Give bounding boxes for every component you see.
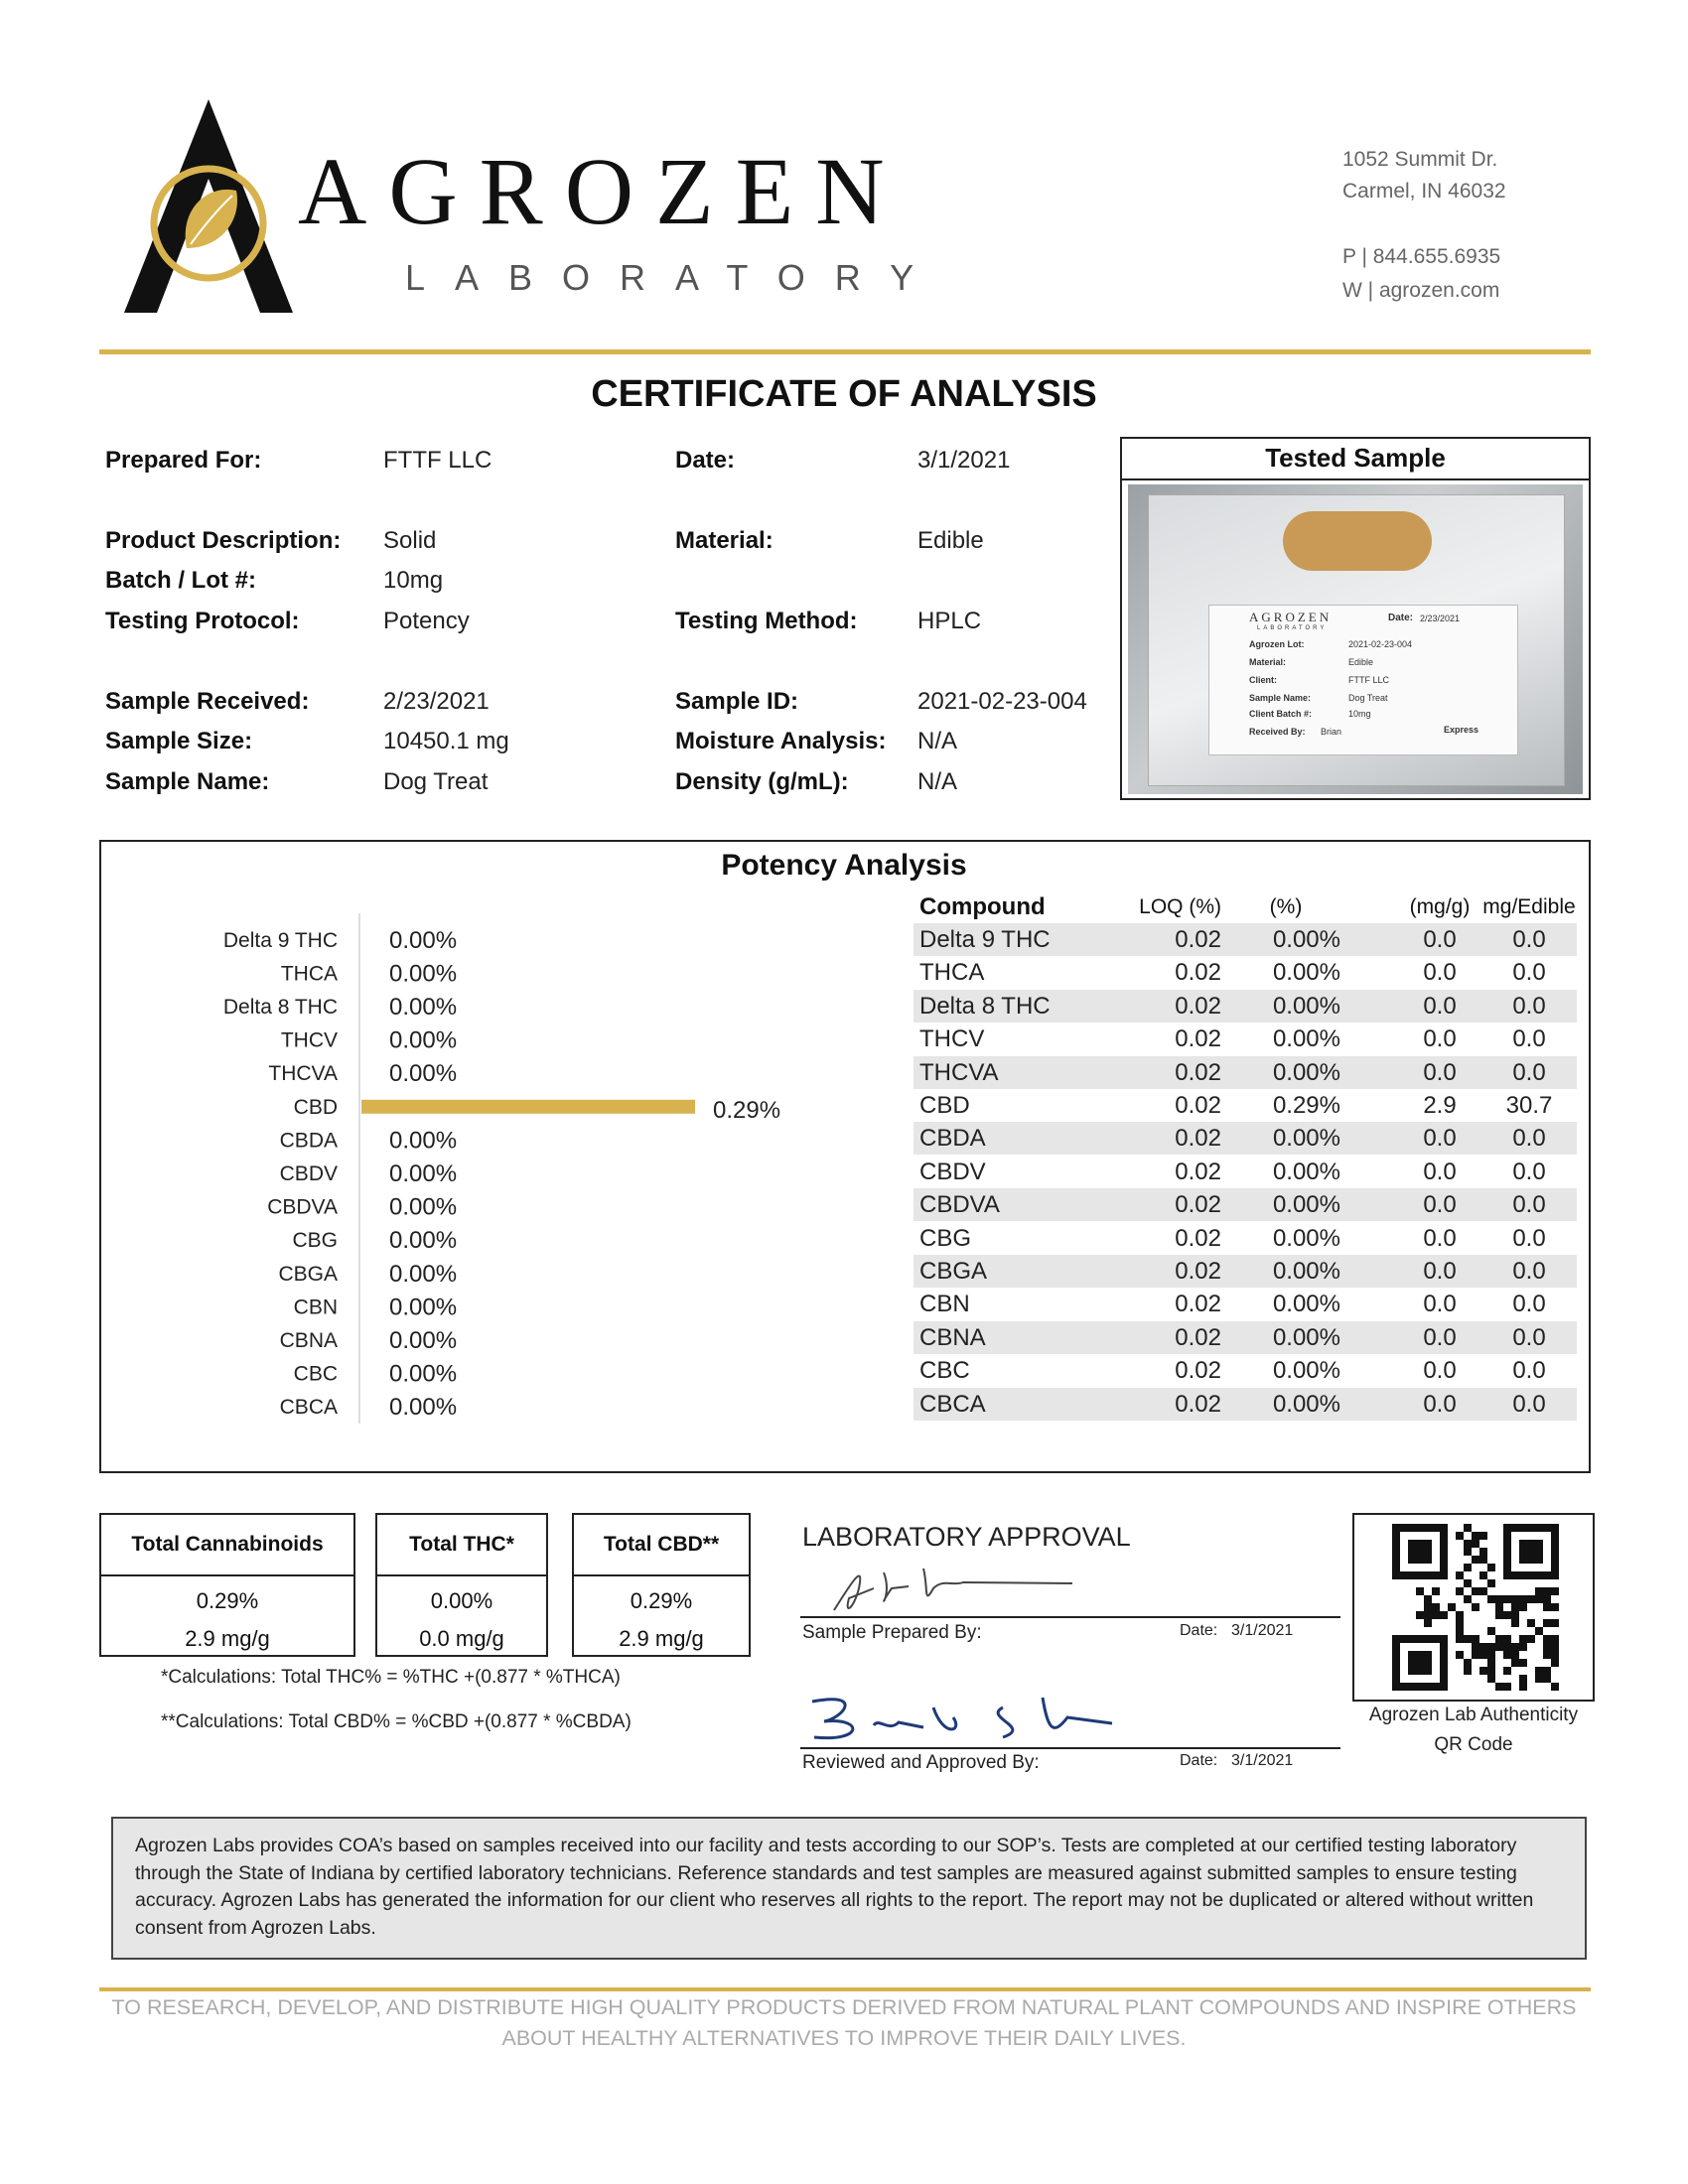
- mg-per-g-cell: 0.0: [1423, 1058, 1457, 1086]
- loq-cell: 0.02: [1175, 1224, 1221, 1252]
- compound-cell: THCVA: [919, 1058, 999, 1086]
- sticker-client-label: Client:: [1249, 675, 1277, 685]
- moisture-analysis-label: Moisture Analysis:: [675, 728, 887, 754]
- product-description-label: Product Description:: [105, 527, 342, 554]
- mg-per-g-cell: 0.0: [1423, 1025, 1457, 1053]
- reviewer-signature-line: [800, 1747, 1340, 1749]
- sticker-sample: Dog Treat: [1348, 693, 1388, 703]
- chart-value-label: 0.00%: [389, 994, 458, 1021]
- compound-cell: Delta 8 THC: [919, 992, 1051, 1020]
- total-thc-label: Total THC*: [377, 1515, 546, 1576]
- loq-cell: 0.02: [1175, 992, 1221, 1020]
- loq-cell: 0.02: [1175, 1125, 1221, 1153]
- preparer-signature-line: [800, 1616, 1340, 1618]
- qr-caption-line-2: QR Code: [1434, 1734, 1513, 1755]
- chart-bar: [361, 1100, 695, 1114]
- total-thc-percent: 0.00%: [430, 1588, 493, 1613]
- mg-per-edible-cell: 0.0: [1512, 959, 1546, 987]
- percent-cell: 0.00%: [1272, 992, 1340, 1020]
- chart-category-label: CBDVA: [267, 1195, 338, 1219]
- percent-cell: 0.00%: [1272, 1058, 1340, 1086]
- col-mg-per-edible: mg/Edible: [1482, 895, 1576, 918]
- chart-category-label: CBN: [293, 1296, 338, 1319]
- mg-per-g-cell: 0.0: [1423, 1258, 1457, 1285]
- loq-cell: 0.02: [1175, 1058, 1221, 1086]
- chart-category-label: CBD: [293, 1095, 338, 1119]
- sample-bag: [1148, 494, 1565, 786]
- reviewed-date: 3/1/2021: [1231, 1752, 1294, 1769]
- chart-value-label: 0.00%: [389, 1327, 458, 1354]
- phone-number: P | 844.655.6935: [1342, 245, 1501, 268]
- percent-cell: 0.00%: [1272, 1258, 1340, 1285]
- table-row: [914, 956, 1577, 989]
- mg-per-g-cell: 0.0: [1423, 1323, 1457, 1351]
- loq-cell: 0.02: [1175, 1191, 1221, 1219]
- potency-bar-chart: [149, 913, 844, 1430]
- percent-cell: 0.00%: [1272, 1357, 1340, 1385]
- mg-per-g-cell: 0.0: [1423, 1158, 1457, 1185]
- mg-per-g-cell: 0.0: [1423, 926, 1457, 953]
- sticker-brand-sub: LABORATORY: [1257, 625, 1328, 631]
- compound-cell: CBG: [919, 1224, 972, 1252]
- total-cbd-mg: 2.9 mg/g: [619, 1626, 704, 1651]
- compound-cell: CBDA: [919, 1125, 986, 1153]
- sticker-received-label: Received By:: [1249, 727, 1306, 737]
- potency-table-header: [914, 893, 1577, 921]
- sample-size-label: Sample Size:: [105, 728, 253, 754]
- total-cbd-label: Total CBD**: [574, 1515, 749, 1576]
- sample-id-value: 2021-02-23-004: [917, 688, 1087, 715]
- material-value: Edible: [917, 527, 984, 554]
- calc-total-cbd-note: **Calculations: Total CBD% = %CBD +(0.877 * %CBDA): [161, 1711, 632, 1732]
- reviewed-date-label: Date:: [1180, 1752, 1218, 1769]
- total-cannabinoids-mg: 2.9 mg/g: [185, 1626, 270, 1651]
- prepared-date-label: Date:: [1180, 1622, 1218, 1639]
- header-divider: [99, 349, 1591, 354]
- date-value: 3/1/2021: [917, 447, 1011, 474]
- qr-code-box: [1352, 1513, 1595, 1702]
- mg-per-edible-cell: 0.0: [1512, 992, 1546, 1020]
- sample-id-label: Sample ID:: [675, 688, 799, 715]
- loq-cell: 0.02: [1175, 1357, 1221, 1385]
- chart-value-label: 0.00%: [389, 1227, 458, 1255]
- percent-cell: 0.00%: [1272, 1390, 1340, 1418]
- reviewer-signature-icon: [804, 1688, 1122, 1747]
- sample-label-sticker: [1208, 605, 1518, 755]
- mg-per-edible-cell: 0.0: [1512, 1323, 1546, 1351]
- percent-cell: 0.00%: [1272, 1191, 1340, 1219]
- chart-category-label: CBDV: [279, 1162, 338, 1185]
- sample-photo: [1128, 484, 1583, 794]
- sticker-date-label: Date:: [1388, 613, 1414, 623]
- testing-method-label: Testing Method:: [675, 608, 858, 634]
- sticker-brand: AGROZEN: [1249, 610, 1333, 624]
- table-row: [914, 1122, 1577, 1155]
- loq-cell: 0.02: [1175, 959, 1221, 987]
- chart-category-label: CBCA: [279, 1396, 338, 1420]
- sticker-sample-label: Sample Name:: [1249, 693, 1312, 703]
- sample-received-value: 2/23/2021: [383, 688, 490, 715]
- percent-cell: 0.00%: [1272, 1323, 1340, 1351]
- table-row: [914, 1354, 1577, 1387]
- mg-per-edible-cell: 0.0: [1512, 1125, 1546, 1153]
- chart-value-label: 0.29%: [713, 1096, 781, 1124]
- prepared-for-value: FTTF LLC: [383, 447, 492, 474]
- table-row: [914, 1089, 1577, 1122]
- total-cannabinoids-label: Total Cannabinoids: [101, 1515, 353, 1576]
- mg-per-edible-cell: 0.0: [1512, 1258, 1546, 1285]
- loq-cell: 0.02: [1175, 1025, 1221, 1053]
- loq-cell: 0.02: [1175, 1258, 1221, 1285]
- percent-cell: 0.00%: [1272, 926, 1340, 953]
- batch-lot-value: 10mg: [383, 567, 444, 594]
- compound-cell: CBCA: [919, 1390, 986, 1418]
- loq-cell: 0.02: [1175, 1291, 1221, 1318]
- total-cbd-box: [572, 1513, 751, 1657]
- total-thc-mg: 0.0 mg/g: [419, 1626, 504, 1651]
- chart-category-label: Delta 9 THC: [222, 928, 338, 952]
- mg-per-g-cell: 0.0: [1423, 1291, 1457, 1318]
- sticker-material: Edible: [1348, 657, 1374, 667]
- qr-caption-line-1: Agrozen Lab Authenticity: [1368, 1705, 1579, 1725]
- total-thc-box: [375, 1513, 548, 1657]
- percent-cell: 0.00%: [1272, 1158, 1340, 1185]
- compound-cell: CBNA: [919, 1323, 986, 1351]
- table-row: [914, 1388, 1577, 1421]
- chart-value-label: 0.00%: [389, 1260, 458, 1288]
- chart-value-label: 0.00%: [389, 1060, 458, 1088]
- total-cannabinoids-percent: 0.29%: [196, 1588, 259, 1613]
- compound-cell: Delta 9 THC: [919, 926, 1051, 953]
- tested-sample-panel: [1120, 437, 1591, 800]
- document-title: CERTIFICATE OF ANALYSIS: [591, 373, 1097, 415]
- loq-cell: 0.02: [1175, 1390, 1221, 1418]
- chart-value-label: 0.00%: [389, 1127, 458, 1155]
- table-row: [914, 923, 1577, 956]
- sample-name-value: Dog Treat: [383, 768, 489, 795]
- sticker-received: Brian: [1321, 727, 1342, 737]
- laboratory-approval-title: LABORATORY APPROVAL: [802, 1522, 1131, 1552]
- loq-cell: 0.02: [1175, 1092, 1221, 1119]
- mg-per-g-cell: 0.0: [1423, 1125, 1457, 1153]
- testing-method-value: HPLC: [917, 608, 982, 634]
- qr-code-icon[interactable]: [1392, 1523, 1559, 1692]
- mg-per-g-cell: 2.9: [1423, 1092, 1457, 1119]
- calc-total-thc-note: *Calculations: Total THC% = %THC +(0.877 * %THCA): [161, 1667, 621, 1688]
- agrozen-logo-icon: [109, 99, 308, 313]
- brand-name: AGROZEN: [298, 138, 907, 244]
- compound-cell: CBDV: [919, 1158, 986, 1185]
- compound-cell: THCV: [919, 1025, 985, 1053]
- mg-per-g-cell: 0.0: [1423, 1224, 1457, 1252]
- loq-cell: 0.02: [1175, 1323, 1221, 1351]
- chart-value-label: 0.00%: [389, 1294, 458, 1321]
- total-cannabinoids-box: [99, 1513, 355, 1657]
- mg-per-g-cell: 0.0: [1423, 1357, 1457, 1385]
- percent-cell: 0.00%: [1272, 1224, 1340, 1252]
- col-percent: (%): [1269, 895, 1303, 918]
- sticker-material-label: Material:: [1249, 657, 1287, 667]
- chart-category-label: CBG: [292, 1229, 338, 1253]
- percent-cell: 0.00%: [1272, 1025, 1340, 1053]
- chart-category-label: CBDA: [279, 1129, 338, 1153]
- mg-per-edible-cell: 0.0: [1512, 1291, 1546, 1318]
- batch-lot-label: Batch / Lot #:: [105, 567, 257, 594]
- mg-per-edible-cell: 0.0: [1512, 1158, 1546, 1185]
- percent-cell: 0.29%: [1272, 1092, 1340, 1119]
- chart-category-label: CBGA: [278, 1262, 338, 1286]
- reviewed-approved-by-label: Reviewed and Approved By:: [802, 1752, 1040, 1773]
- address-line-2: Carmel, IN 46032: [1342, 180, 1506, 203]
- sticker-lot-label: Agrozen Lot:: [1249, 639, 1305, 649]
- sample-size-value: 10450.1 mg: [383, 728, 509, 754]
- mg-per-edible-cell: 30.7: [1505, 1092, 1553, 1119]
- chart-category-label: Delta 8 THC: [222, 996, 338, 1019]
- percent-cell: 0.00%: [1272, 1125, 1340, 1153]
- compound-cell: CBDVA: [919, 1191, 1000, 1219]
- table-row: [914, 1156, 1577, 1188]
- mission-tagline-line-2: ABOUT HEALTHY ALTERNATIVES TO IMPROVE THEIR DAILY LIVES.: [501, 2026, 1187, 2050]
- mg-per-edible-cell: 0.0: [1512, 1224, 1546, 1252]
- sticker-date: 2/23/2021: [1420, 614, 1461, 623]
- sticker-client: FTTF LLC: [1348, 675, 1390, 685]
- disclaimer-text: Agrozen Labs provides COA’s based on samples received into our facility and tests according to our SOP’s. Tests are completed at our certified testing laboratory through the State of Indiana by certified laboratory technicians. Reference standards and test samples are measured against submitted samples to ensure testing accuracy. Agrozen Labs has generated the information for our client who reserves all rights to the report. The report may not be duplicated or altered without written consent from Agrozen Labs.: [111, 1817, 1587, 1960]
- sticker-lot: 2021-02-23-004: [1348, 639, 1413, 649]
- col-compound: Compound: [919, 893, 1046, 920]
- table-row: [914, 1288, 1577, 1320]
- mg-per-g-cell: 0.0: [1423, 1390, 1457, 1418]
- table-row: [914, 1056, 1577, 1089]
- table-row: [914, 1255, 1577, 1288]
- compound-cell: CBGA: [919, 1258, 988, 1285]
- table-row: [914, 1023, 1577, 1055]
- brand-subtitle: LABORATORY: [405, 257, 944, 298]
- loq-cell: 0.02: [1175, 1158, 1221, 1185]
- table-row: [914, 1188, 1577, 1221]
- table-row: [914, 990, 1577, 1023]
- chart-value-label: 0.00%: [389, 1394, 458, 1422]
- preparer-signature-icon: [814, 1559, 1112, 1618]
- compound-cell: CBC: [919, 1357, 970, 1385]
- chart-category-label: CBC: [293, 1362, 338, 1386]
- footer-divider: [99, 1987, 1591, 1991]
- col-loq: LOQ (%): [1139, 895, 1221, 918]
- col-mg-per-g: (mg/g): [1409, 895, 1471, 918]
- prepared-date: 3/1/2021: [1231, 1622, 1294, 1639]
- sample-received-label: Sample Received:: [105, 688, 310, 715]
- sticker-express: Express: [1444, 725, 1479, 735]
- percent-cell: 0.00%: [1272, 1291, 1340, 1318]
- loq-cell: 0.02: [1175, 926, 1221, 953]
- chart-category-label: THCV: [280, 1028, 338, 1052]
- chart-category-label: THCVA: [268, 1062, 338, 1086]
- mg-per-g-cell: 0.0: [1423, 1191, 1457, 1219]
- testing-protocol-value: Potency: [383, 608, 470, 634]
- density-value: N/A: [917, 768, 958, 795]
- chart-category-label: CBNA: [279, 1329, 338, 1352]
- chart-value-label: 0.00%: [389, 1160, 458, 1187]
- percent-cell: 0.00%: [1272, 959, 1340, 987]
- chart-value-label: 0.00%: [389, 960, 458, 988]
- mission-tagline-line-1: TO RESEARCH, DEVELOP, AND DISTRIBUTE HIGH QUALITY PRODUCTS DERIVED FROM NATURAL PLANT COMPOUNDS AND INSPIRE OTHERS: [111, 1995, 1577, 2019]
- table-row: [914, 1321, 1577, 1354]
- prepared-for-label: Prepared For:: [105, 447, 262, 474]
- mg-per-edible-cell: 0.0: [1512, 1357, 1546, 1385]
- sample-prepared-by-label: Sample Prepared By:: [802, 1622, 982, 1643]
- mg-per-g-cell: 0.0: [1423, 959, 1457, 987]
- compound-cell: CBD: [919, 1092, 970, 1119]
- sticker-batch: 10mg: [1348, 709, 1371, 719]
- mg-per-edible-cell: 0.0: [1512, 926, 1546, 953]
- compound-cell: THCA: [919, 959, 985, 987]
- date-label: Date:: [675, 447, 736, 474]
- mg-per-g-cell: 0.0: [1423, 992, 1457, 1020]
- website: W | agrozen.com: [1342, 279, 1500, 302]
- chart-value-label: 0.00%: [389, 1193, 458, 1221]
- total-cbd-percent: 0.29%: [630, 1588, 693, 1613]
- address-line-1: 1052 Summit Dr.: [1342, 148, 1498, 171]
- material-label: Material:: [675, 527, 774, 554]
- mg-per-edible-cell: 0.0: [1512, 1390, 1546, 1418]
- mg-per-edible-cell: 0.0: [1512, 1025, 1546, 1053]
- potency-analysis-title: Potency Analysis: [721, 849, 967, 882]
- mg-per-edible-cell: 0.0: [1512, 1058, 1546, 1086]
- mg-per-edible-cell: 0.0: [1512, 1191, 1546, 1219]
- tested-sample-heading: Tested Sample: [1122, 439, 1589, 480]
- moisture-analysis-value: N/A: [917, 728, 958, 754]
- dog-treat-image: [1283, 511, 1432, 571]
- sample-name-label: Sample Name:: [105, 768, 270, 795]
- product-description-value: Solid: [383, 527, 437, 554]
- chart-value-label: 0.00%: [389, 926, 458, 954]
- chart-category-label: THCA: [280, 962, 338, 986]
- chart-value-label: 0.00%: [389, 1026, 458, 1054]
- sticker-batch-label: Client Batch #:: [1249, 709, 1313, 719]
- chart-value-label: 0.00%: [389, 1360, 458, 1388]
- compound-cell: CBN: [919, 1291, 970, 1318]
- density-label: Density (g/mL):: [675, 768, 849, 795]
- testing-protocol-label: Testing Protocol:: [105, 608, 300, 634]
- table-row: [914, 1222, 1577, 1255]
